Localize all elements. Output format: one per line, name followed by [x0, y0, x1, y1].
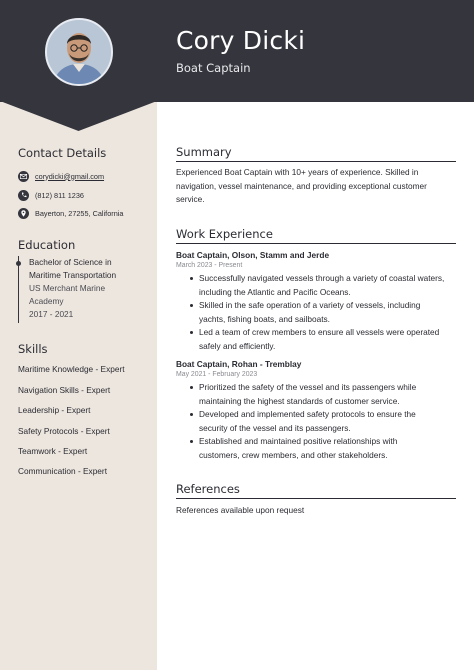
skills-heading: Skills — [18, 342, 48, 356]
school-line-2: Academy — [29, 296, 64, 306]
phone-icon — [18, 190, 29, 201]
contact-heading: Contact Details — [18, 146, 107, 160]
education-entry — [18, 256, 148, 323]
summary-line: navigation, vessel maintenance, and providing exceptional customer — [176, 180, 427, 191]
skill-item: Navigation Skills - Expert — [18, 385, 111, 395]
job-bullet: Led a team of crew members to ensure all vessels were operated safely and efficiently. — [188, 326, 458, 353]
timeline-dot — [16, 261, 21, 266]
education-years: 2017 - 2021 — [29, 309, 74, 319]
job-bullet: Prioritized the safety of the vessel and its passengers while maintaining the highest standards of customer service. — [188, 381, 458, 408]
job-bullet: Established and maintained positive relationships with customers, crew members, and other stakeholders. — [188, 435, 458, 462]
candidate-role: Boat Captain — [176, 61, 251, 75]
references-heading: References — [176, 482, 240, 496]
job-bullet-list — [188, 272, 458, 353]
summary-line: service. — [176, 194, 205, 204]
references-divider — [176, 498, 456, 499]
skill-item: Communication - Expert — [18, 466, 107, 476]
avatar — [45, 18, 113, 86]
summary-heading: Summary — [176, 145, 232, 159]
summary-divider — [176, 161, 456, 162]
summary-text — [176, 166, 456, 207]
skill-item: Leadership - Expert — [18, 405, 91, 415]
skill-item: Maritime Knowledge - Expert — [18, 364, 125, 374]
job-title: Boat Captain, Olson, Stamm and Jerde — [176, 250, 330, 260]
skill-item: Safety Protocols - Expert — [18, 426, 110, 436]
job-bullet: Skilled in the safe operation of a variety of vessels, including yachts, fishing boats, and sailboats. — [188, 299, 458, 326]
school-line-1: US Merchant Marine — [29, 283, 106, 293]
location-text: Bayerton, 27255, California — [35, 208, 124, 218]
education-heading: Education — [18, 238, 76, 252]
location-pin-icon — [18, 208, 29, 219]
mail-icon — [18, 171, 29, 182]
candidate-name: Cory Dicki — [176, 26, 306, 55]
job-title: Boat Captain, Rohan - Tremblay — [176, 359, 302, 369]
contact-email-row — [18, 169, 104, 183]
experience-divider — [176, 243, 456, 244]
phone-text: (812) 811 1236 — [35, 190, 84, 200]
job-bullet-list — [188, 381, 458, 462]
job-bullet: Successfully navigated vessels through a variety of coastal waters, including the Atlantic and Pacific Oceans. — [188, 272, 458, 299]
job-dates: May 2021 - February 2023 — [176, 371, 258, 378]
skill-item: Teamwork - Expert — [18, 446, 88, 456]
job-dates: March 2023 - Present — [176, 262, 243, 269]
degree-line-2: Maritime Transportation — [29, 270, 117, 280]
header-chevron — [0, 101, 157, 131]
references-text: References available upon request — [176, 505, 305, 515]
degree-line-1: Bachelor of Science in — [29, 257, 112, 267]
experience-heading: Work Experience — [176, 227, 273, 241]
contact-phone-row — [18, 188, 84, 202]
portrait-image — [47, 20, 111, 84]
summary-line: Experienced Boat Captain with 10+ years of experience. Skilled in — [176, 167, 419, 177]
email-link[interactable]: corydicki@gmail.com — [35, 171, 105, 181]
contact-location-row — [18, 206, 123, 220]
job-bullet: Developed and implemented safety protocols to ensure the security of the vessel and its passengers. — [188, 408, 458, 435]
